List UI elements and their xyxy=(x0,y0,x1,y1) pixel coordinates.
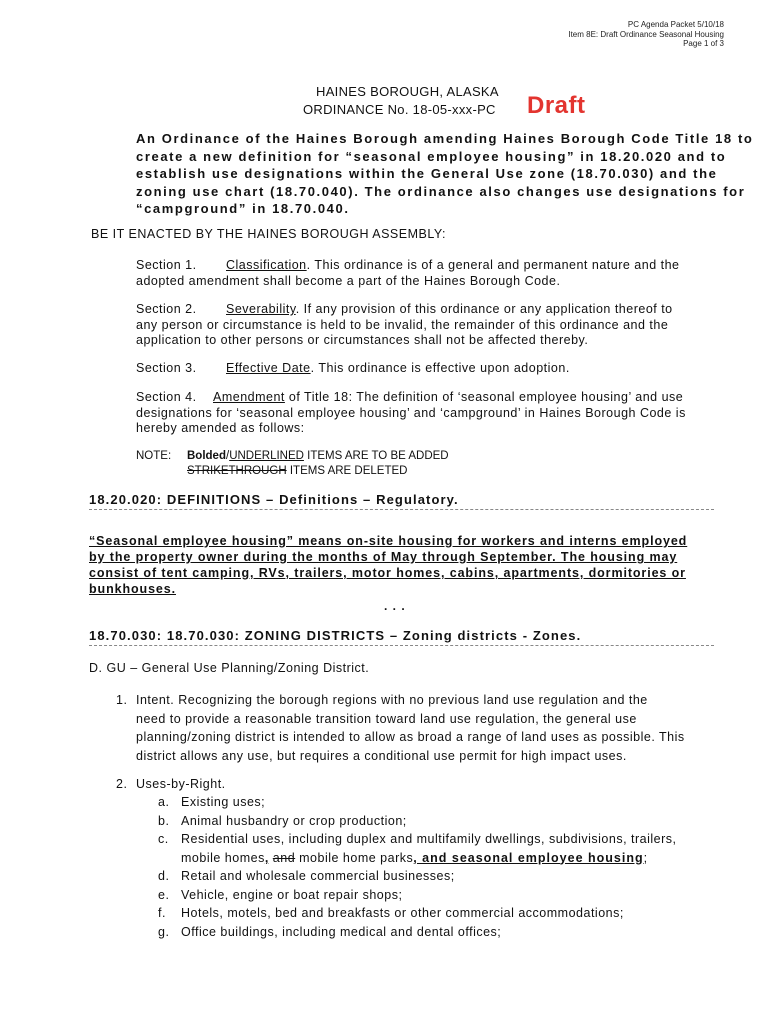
section-3-line xyxy=(136,361,570,377)
draft-stamp: Draft xyxy=(527,92,586,119)
section-1-line xyxy=(136,258,680,274)
section-1-label: Section 1. xyxy=(136,258,197,272)
section-2-line: application to other persons or circumstances shall not be affected thereby. xyxy=(136,333,589,347)
section-4-line: hereby amended as follows: xyxy=(136,421,305,435)
section-divider xyxy=(89,645,714,646)
section-2-line: any person or circumstance is held to be invalid, the remainder of this ordinance and the xyxy=(136,317,669,332)
item-letter: g. xyxy=(158,924,170,939)
uses-heading: Uses-by-Right. xyxy=(136,777,226,791)
section-4-heading: Amendment xyxy=(213,390,285,404)
note-slash: / xyxy=(225,450,230,462)
borough-title: HAINES BOROUGH, ALASKA xyxy=(316,84,499,99)
intent-number: 1. xyxy=(116,693,128,707)
note-underlined: UNDERLINED xyxy=(229,450,304,462)
section-4-line xyxy=(136,390,686,406)
section-2-text: . If any provision of this ordinance or any application thereof to xyxy=(295,302,673,316)
added-seasonal-housing: , and seasonal employee housing xyxy=(413,850,644,865)
section-1-text: . This ordinance is of a general and permanent nature and the xyxy=(306,258,680,272)
header-line-2: Item 8E: Draft Ordinance Seasonal Housing xyxy=(568,29,724,39)
note-label: NOTE: xyxy=(136,450,172,462)
list-item xyxy=(158,886,677,905)
section-2-heading: Severability xyxy=(226,302,296,316)
uses-list xyxy=(158,793,677,941)
section-4 xyxy=(136,390,686,437)
note-bolded: Bolded xyxy=(187,450,226,462)
intent-line: Intent. Recognizing the borough regions with no previous land use regulation and the xyxy=(136,693,648,707)
item-text: Animal husbandry or crop production; xyxy=(181,813,407,828)
uses-number: 2. xyxy=(116,777,128,791)
item-text: mobile home parks xyxy=(295,850,414,865)
item-text: Residential uses, including duplex and multifamily dwellings, subdivisions, trailers, xyxy=(181,832,677,846)
item-letter: b. xyxy=(158,813,170,828)
zoning-heading: 18.70.030: 18.70.030: ZONING DISTRICTS – Zoning districts - Zones. xyxy=(89,628,582,643)
intent-line: district allows any use, but requires a conditional use permit for high impact uses. xyxy=(136,748,627,763)
section-4-label: Section 4. xyxy=(136,390,197,404)
section-4-text: of Title 18: The definition of ‘seasonal employee housing’ and use xyxy=(284,390,684,404)
section-3-heading: Effective Date xyxy=(226,361,311,375)
section-1-line: adopted amendment shall become a part of the Haines Borough Code. xyxy=(136,273,561,288)
note-deleted-line xyxy=(187,464,449,479)
item-text: ; xyxy=(643,850,648,865)
section-2 xyxy=(136,302,673,349)
item-text: Vehicle, engine or boat repair shops; xyxy=(181,887,403,902)
section-3-label: Section 3. xyxy=(136,361,197,375)
section-3-text: . This ordinance is effective upon adoption. xyxy=(310,361,570,375)
packet-header xyxy=(568,20,724,49)
item-text: mobile homes xyxy=(181,850,265,865)
summary-line: zoning use chart (18.70.040). The ordinance also changes use designations for xyxy=(136,183,746,199)
item-text: Hotels, motels, bed and breakfasts or other commercial accommodations; xyxy=(181,906,624,920)
item-letter: a. xyxy=(158,795,170,809)
section-3 xyxy=(136,361,570,377)
struck-and: and xyxy=(272,850,296,865)
list-item xyxy=(158,923,677,942)
definition-line: “Seasonal employee housing” means on-site housing for workers and interns employed xyxy=(89,534,688,548)
general-use-heading: D. GU – General Use Planning/Zoning District. xyxy=(89,661,370,675)
summary-line: “campground” in 18.70.040. xyxy=(136,201,350,216)
section-1 xyxy=(136,258,680,289)
summary-line: create a new definition for “seasonal employee housing” in 18.20.020 and to xyxy=(136,148,727,164)
list-item xyxy=(158,830,677,849)
item-letter: e. xyxy=(158,887,170,902)
note-strikethrough: STRIKETHROUGH xyxy=(187,465,287,477)
enacting-clause: BE IT ENACTED BY THE HAINES BOROUGH ASSEMBLY: xyxy=(91,227,447,241)
header-line-1: PC Agenda Packet 5/10/18 xyxy=(627,20,724,29)
seasonal-housing-definition xyxy=(89,533,687,597)
definition-line: by the property owner during the months of May through September. The housing may xyxy=(89,550,678,564)
definitions-heading: 18.20.020: DEFINITIONS – Definitions – Regulatory. xyxy=(89,492,459,507)
item-letter: f. xyxy=(158,906,166,920)
list-item xyxy=(158,904,677,923)
ellipsis: . . . xyxy=(384,599,406,613)
summary-line: An Ordinance of the Haines Borough amending Haines Borough Code Title 18 to xyxy=(136,131,754,146)
section-divider xyxy=(89,509,714,510)
list-item xyxy=(158,812,677,831)
item-letter: d. xyxy=(158,869,170,883)
summary-line: establish use designations within the General Use zone (18.70.030) and the xyxy=(136,166,718,181)
section-2-label: Section 2. xyxy=(136,302,197,316)
note-added-text: ITEMS ARE TO BE ADDED xyxy=(303,450,449,462)
added-comma: , xyxy=(264,850,269,865)
section-1-heading: Classification xyxy=(226,258,307,272)
note-deleted-text: ITEMS ARE DELETED xyxy=(286,465,408,477)
ordinance-summary xyxy=(136,130,753,218)
definition-line: bunkhouses. xyxy=(89,582,176,596)
ordinance-number: ORDINANCE No. 18-05-xxx-PC xyxy=(303,102,496,117)
item-text: Office buildings, including medical and dental offices; xyxy=(181,924,502,939)
list-item xyxy=(158,793,677,812)
header-line-3: Page 1 of 3 xyxy=(683,39,724,48)
definition-line: consist of tent camping, RVs, trailers, motor homes, cabins, apartments, dormitories or xyxy=(89,566,686,580)
intent-text xyxy=(136,691,685,765)
note-legend xyxy=(187,449,449,479)
section-2-line xyxy=(136,302,673,318)
item-text: Existing uses; xyxy=(181,795,266,809)
intent-line: planning/zoning district is intended to allow as broad a range of land uses as possible. This xyxy=(136,730,685,744)
intent-line: need to provide a reasonable transition toward land use regulation, the general use xyxy=(136,711,637,726)
item-letter: c. xyxy=(158,832,169,846)
section-4-line: designations for ‘seasonal employee housing’ and ‘campground’ in Haines Borough Code is xyxy=(136,405,686,420)
list-item xyxy=(158,867,677,886)
note-added-line xyxy=(187,449,449,464)
list-item-continuation xyxy=(158,849,677,868)
item-text: Retail and wholesale commercial businesses; xyxy=(181,869,455,883)
